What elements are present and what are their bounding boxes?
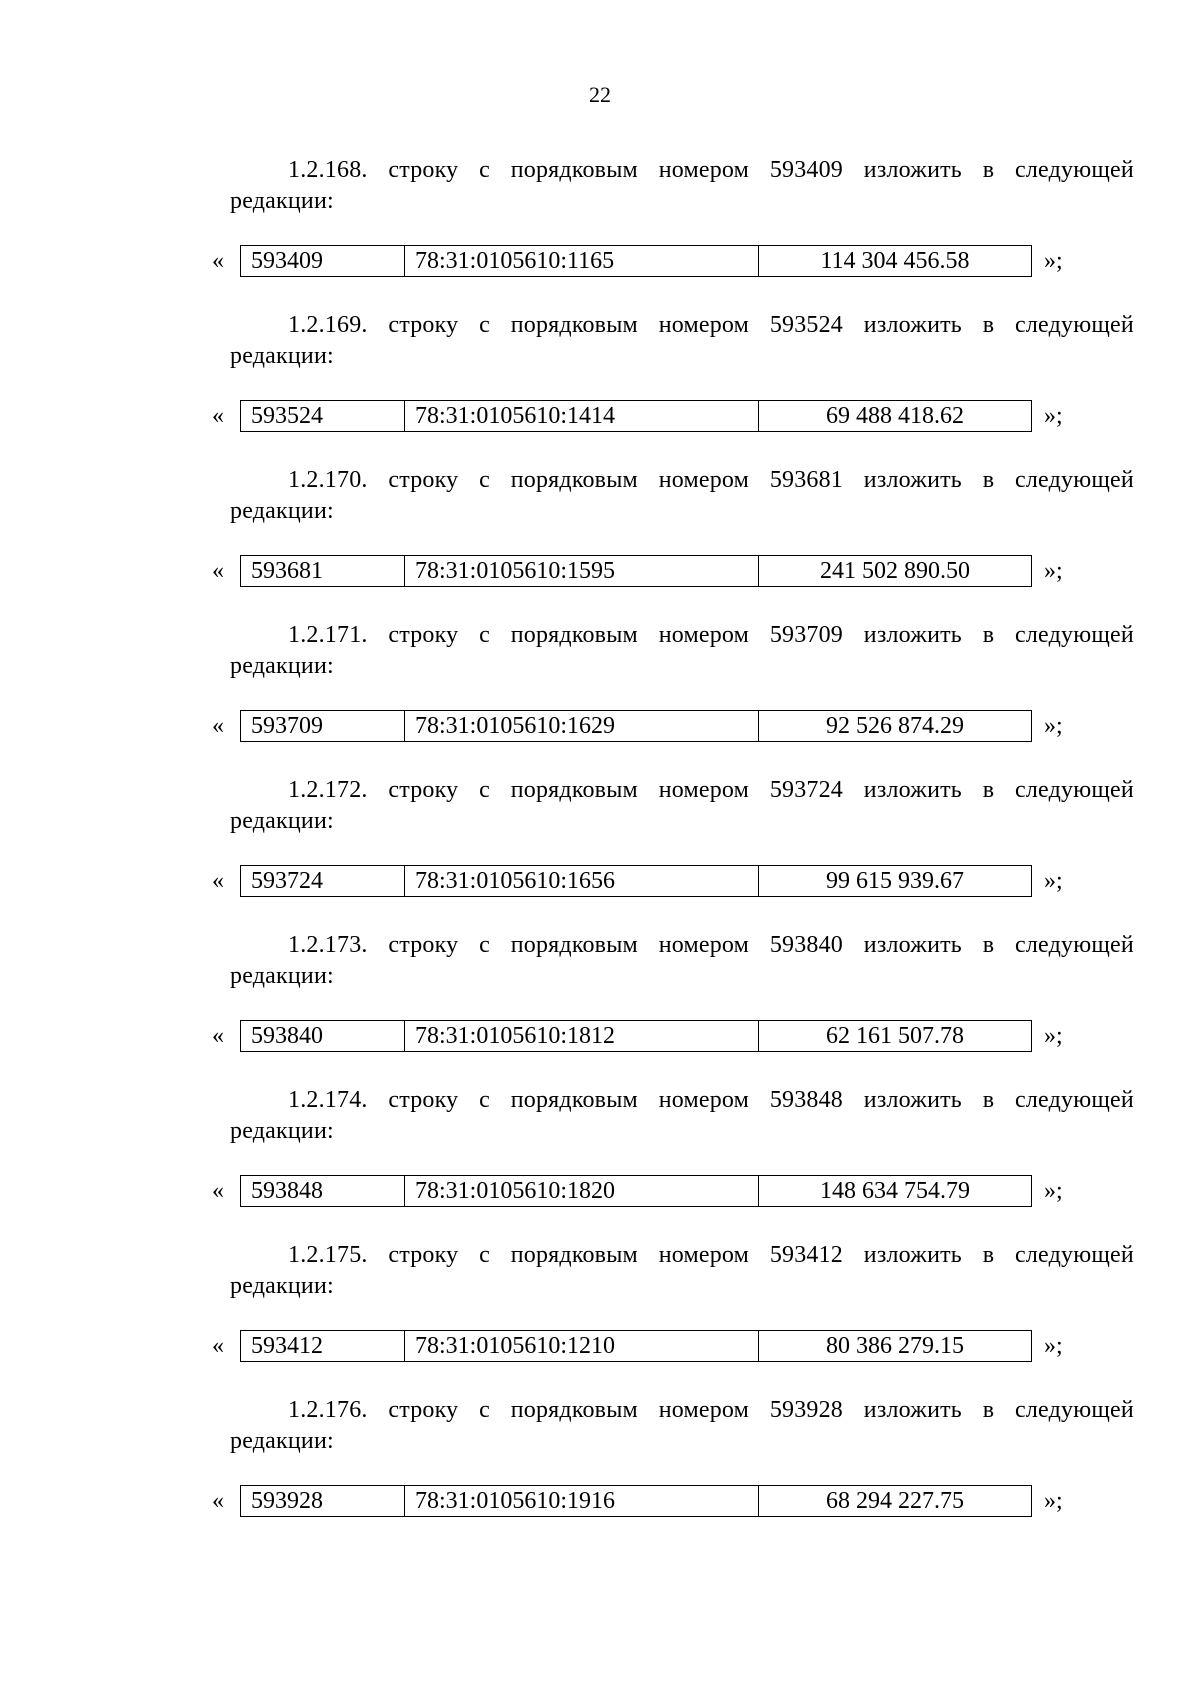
paragraph-word: номером <box>658 467 750 493</box>
paragraph-line-2: редакции: <box>230 1273 334 1299</box>
row-number-cell: 593848 <box>241 1176 405 1206</box>
paragraph-word: порядковым <box>510 1397 638 1423</box>
row-number-cell: 593412 <box>241 1331 405 1361</box>
quoted-table-row <box>212 1330 1063 1362</box>
table-row <box>240 1175 1032 1207</box>
paragraph-word: номером <box>658 1242 750 1268</box>
amendment-entry <box>0 310 1200 465</box>
paragraph-word: в <box>982 622 995 648</box>
quoted-table-row <box>212 400 1063 432</box>
paragraph-word: с <box>479 777 490 803</box>
paragraph-word: изложить <box>863 777 962 803</box>
paragraph-word: строку <box>388 1242 459 1268</box>
paragraph-word: с <box>479 467 490 493</box>
paragraph-line-1 <box>230 465 1134 496</box>
clause-number: 1.2.173. <box>288 932 368 958</box>
paragraph-word: изложить <box>863 622 962 648</box>
row-number-cell: 593524 <box>241 401 405 431</box>
table-row <box>240 1485 1032 1517</box>
cadastral-number-cell: 78:31:0105610:1414 <box>405 401 759 431</box>
value-cell: 68 294 227.75 <box>826 1488 964 1514</box>
cadastral-number-cell: 78:31:0105610:1210 <box>405 1331 759 1361</box>
clause-number: 1.2.175. <box>288 1242 368 1268</box>
paragraph-word: 593848 <box>769 1087 844 1113</box>
paragraph-word: порядковым <box>510 932 638 958</box>
amendment-paragraph <box>230 1240 1134 1302</box>
amendment-entry <box>0 155 1200 310</box>
closing-quote: »; <box>1044 1332 1063 1359</box>
table-row <box>240 400 1032 432</box>
paragraph-word: номером <box>658 1087 750 1113</box>
paragraph-word: следующей <box>1015 932 1134 958</box>
paragraph-word: следующей <box>1015 1397 1134 1423</box>
paragraph-word: с <box>479 1242 490 1268</box>
paragraph-word: следующей <box>1015 312 1134 338</box>
paragraph-line-1 <box>230 620 1134 651</box>
opening-quote: « <box>212 712 224 739</box>
opening-quote: « <box>212 1487 224 1514</box>
paragraph-word: порядковым <box>510 157 638 183</box>
paragraph-line-2: редакции: <box>230 653 334 679</box>
paragraph-word: следующей <box>1015 157 1134 183</box>
paragraph-word: следующей <box>1015 1242 1134 1268</box>
paragraph-word: номером <box>658 1397 750 1423</box>
amendment-paragraph <box>230 1085 1134 1147</box>
paragraph-word: изложить <box>863 157 962 183</box>
amendment-paragraph <box>230 310 1134 372</box>
paragraph-word: 593681 <box>769 467 844 493</box>
paragraph-word: 593412 <box>769 1242 844 1268</box>
amendment-paragraph <box>230 620 1134 682</box>
quoted-table-row <box>212 710 1063 742</box>
amendment-list <box>0 155 1200 1550</box>
paragraph-word: в <box>982 467 995 493</box>
paragraph-word: с <box>479 312 490 338</box>
paragraph-word: следующей <box>1015 777 1134 803</box>
paragraph-line-1 <box>230 1085 1134 1116</box>
amendment-entry <box>0 620 1200 775</box>
amendment-entry <box>0 1395 1200 1550</box>
opening-quote: « <box>212 557 224 584</box>
paragraph-word: в <box>982 777 995 803</box>
value-cell: 114 304 456.58 <box>820 248 970 274</box>
paragraph-word: порядковым <box>510 777 638 803</box>
row-number-cell: 593681 <box>241 556 405 586</box>
closing-quote: »; <box>1044 1177 1063 1204</box>
paragraph-word: с <box>479 1087 490 1113</box>
cadastral-number-cell: 78:31:0105610:1629 <box>405 711 759 741</box>
opening-quote: « <box>212 1177 224 1204</box>
paragraph-word: порядковым <box>510 622 638 648</box>
cadastral-number-cell: 78:31:0105610:1656 <box>405 866 759 896</box>
closing-quote: »; <box>1044 1022 1063 1049</box>
cadastral-number-cell: 78:31:0105610:1595 <box>405 556 759 586</box>
value-cell: 80 386 279.15 <box>826 1333 964 1359</box>
paragraph-word: порядковым <box>510 1087 638 1113</box>
paragraph-line-2: редакции: <box>230 343 334 369</box>
paragraph-word: строку <box>388 777 459 803</box>
table-row <box>240 555 1032 587</box>
clause-number: 1.2.174. <box>288 1087 368 1113</box>
paragraph-line-1 <box>230 310 1134 341</box>
paragraph-word: следующей <box>1015 622 1134 648</box>
paragraph-word: изложить <box>863 467 962 493</box>
amendment-paragraph <box>230 1395 1134 1457</box>
quoted-table-row <box>212 1485 1063 1517</box>
paragraph-word: строку <box>388 467 459 493</box>
paragraph-word: номером <box>658 932 750 958</box>
paragraph-word: 593724 <box>769 777 844 803</box>
paragraph-word: изложить <box>863 1242 962 1268</box>
amendment-paragraph <box>230 465 1134 527</box>
table-row <box>240 710 1032 742</box>
paragraph-word: 593524 <box>769 312 844 338</box>
paragraph-line-2: редакции: <box>230 498 334 524</box>
cadastral-number-cell: 78:31:0105610:1916 <box>405 1486 759 1516</box>
value-cell: 99 615 939.67 <box>826 868 964 894</box>
row-number-cell: 593840 <box>241 1021 405 1051</box>
closing-quote: »; <box>1044 712 1063 739</box>
value-cell: 62 161 507.78 <box>826 1023 964 1049</box>
paragraph-word: 593840 <box>769 932 844 958</box>
row-number-cell: 593409 <box>241 246 405 276</box>
paragraph-word: с <box>479 1397 490 1423</box>
opening-quote: « <box>212 1332 224 1359</box>
paragraph-word: в <box>982 1242 995 1268</box>
paragraph-word: в <box>982 1087 995 1113</box>
cadastral-number-cell: 78:31:0105610:1165 <box>405 246 759 276</box>
paragraph-word: порядковым <box>510 1242 638 1268</box>
opening-quote: « <box>212 1022 224 1049</box>
paragraph-word: в <box>982 932 995 958</box>
paragraph-line-1 <box>230 1240 1134 1271</box>
closing-quote: »; <box>1044 402 1063 429</box>
paragraph-word: строку <box>388 932 459 958</box>
clause-number: 1.2.176. <box>288 1397 368 1423</box>
value-cell: 148 634 754.79 <box>820 1178 970 1204</box>
amendment-paragraph <box>230 930 1134 992</box>
paragraph-word: следующей <box>1015 1087 1134 1113</box>
paragraph-word: строку <box>388 157 459 183</box>
paragraph-word: изложить <box>863 1087 962 1113</box>
row-number-cell: 593928 <box>241 1486 405 1516</box>
paragraph-word: в <box>982 157 995 183</box>
amendment-entry <box>0 465 1200 620</box>
paragraph-word: в <box>982 1397 995 1423</box>
paragraph-word: порядковым <box>510 467 638 493</box>
opening-quote: « <box>212 402 224 429</box>
quoted-table-row <box>212 1175 1063 1207</box>
table-row <box>240 1020 1032 1052</box>
paragraph-line-1 <box>230 1395 1134 1426</box>
row-number-cell: 593709 <box>241 711 405 741</box>
paragraph-line-1 <box>230 155 1134 186</box>
clause-number: 1.2.171. <box>288 622 368 648</box>
clause-number: 1.2.169. <box>288 312 368 338</box>
paragraph-word: с <box>479 622 490 648</box>
amendment-entry <box>0 1240 1200 1395</box>
value-cell: 92 526 874.29 <box>826 713 964 739</box>
paragraph-word: 593409 <box>769 157 844 183</box>
paragraph-word: номером <box>658 157 750 183</box>
clause-number: 1.2.172. <box>288 777 368 803</box>
table-row <box>240 865 1032 897</box>
quoted-table-row <box>212 865 1063 897</box>
opening-quote: « <box>212 247 224 274</box>
paragraph-word: следующей <box>1015 467 1134 493</box>
paragraph-word: 593709 <box>769 622 844 648</box>
amendment-entry <box>0 775 1200 930</box>
paragraph-word: изложить <box>863 1397 962 1423</box>
paragraph-word: в <box>982 312 995 338</box>
closing-quote: »; <box>1044 557 1063 584</box>
paragraph-line-2: редакции: <box>230 1118 334 1144</box>
paragraph-word: с <box>479 932 490 958</box>
amendment-entry <box>0 930 1200 1085</box>
amendment-paragraph <box>230 155 1134 217</box>
value-cell: 69 488 418.62 <box>826 403 964 429</box>
opening-quote: « <box>212 867 224 894</box>
paragraph-word: 593928 <box>769 1397 844 1423</box>
closing-quote: »; <box>1044 1487 1063 1514</box>
paragraph-word: строку <box>388 1087 459 1113</box>
paragraph-line-2: редакции: <box>230 808 334 834</box>
amendment-paragraph <box>230 775 1134 837</box>
paragraph-line-1 <box>230 930 1134 961</box>
row-number-cell: 593724 <box>241 866 405 896</box>
quoted-table-row <box>212 555 1063 587</box>
clause-number: 1.2.170. <box>288 467 368 493</box>
paragraph-word: изложить <box>863 932 962 958</box>
cadastral-number-cell: 78:31:0105610:1812 <box>405 1021 759 1051</box>
paragraph-word: с <box>479 157 490 183</box>
cadastral-number-cell: 78:31:0105610:1820 <box>405 1176 759 1206</box>
closing-quote: »; <box>1044 247 1063 274</box>
paragraph-word: номером <box>658 622 750 648</box>
clause-number: 1.2.168. <box>288 157 368 183</box>
paragraph-line-1 <box>230 775 1134 806</box>
paragraph-word: строку <box>388 622 459 648</box>
table-row <box>240 245 1032 277</box>
quoted-table-row <box>212 1020 1063 1052</box>
paragraph-word: строку <box>388 312 459 338</box>
paragraph-word: номером <box>658 312 750 338</box>
paragraph-line-2: редакции: <box>230 1428 334 1454</box>
table-row <box>240 1330 1032 1362</box>
paragraph-word: номером <box>658 777 750 803</box>
amendment-entry <box>0 1085 1200 1240</box>
paragraph-word: строку <box>388 1397 459 1423</box>
page-number: 22 <box>589 82 611 107</box>
paragraph-line-2: редакции: <box>230 188 334 214</box>
paragraph-word: изложить <box>863 312 962 338</box>
value-cell: 241 502 890.50 <box>820 558 970 584</box>
paragraph-line-2: редакции: <box>230 963 334 989</box>
quoted-table-row <box>212 245 1063 277</box>
paragraph-word: порядковым <box>510 312 638 338</box>
closing-quote: »; <box>1044 867 1063 894</box>
